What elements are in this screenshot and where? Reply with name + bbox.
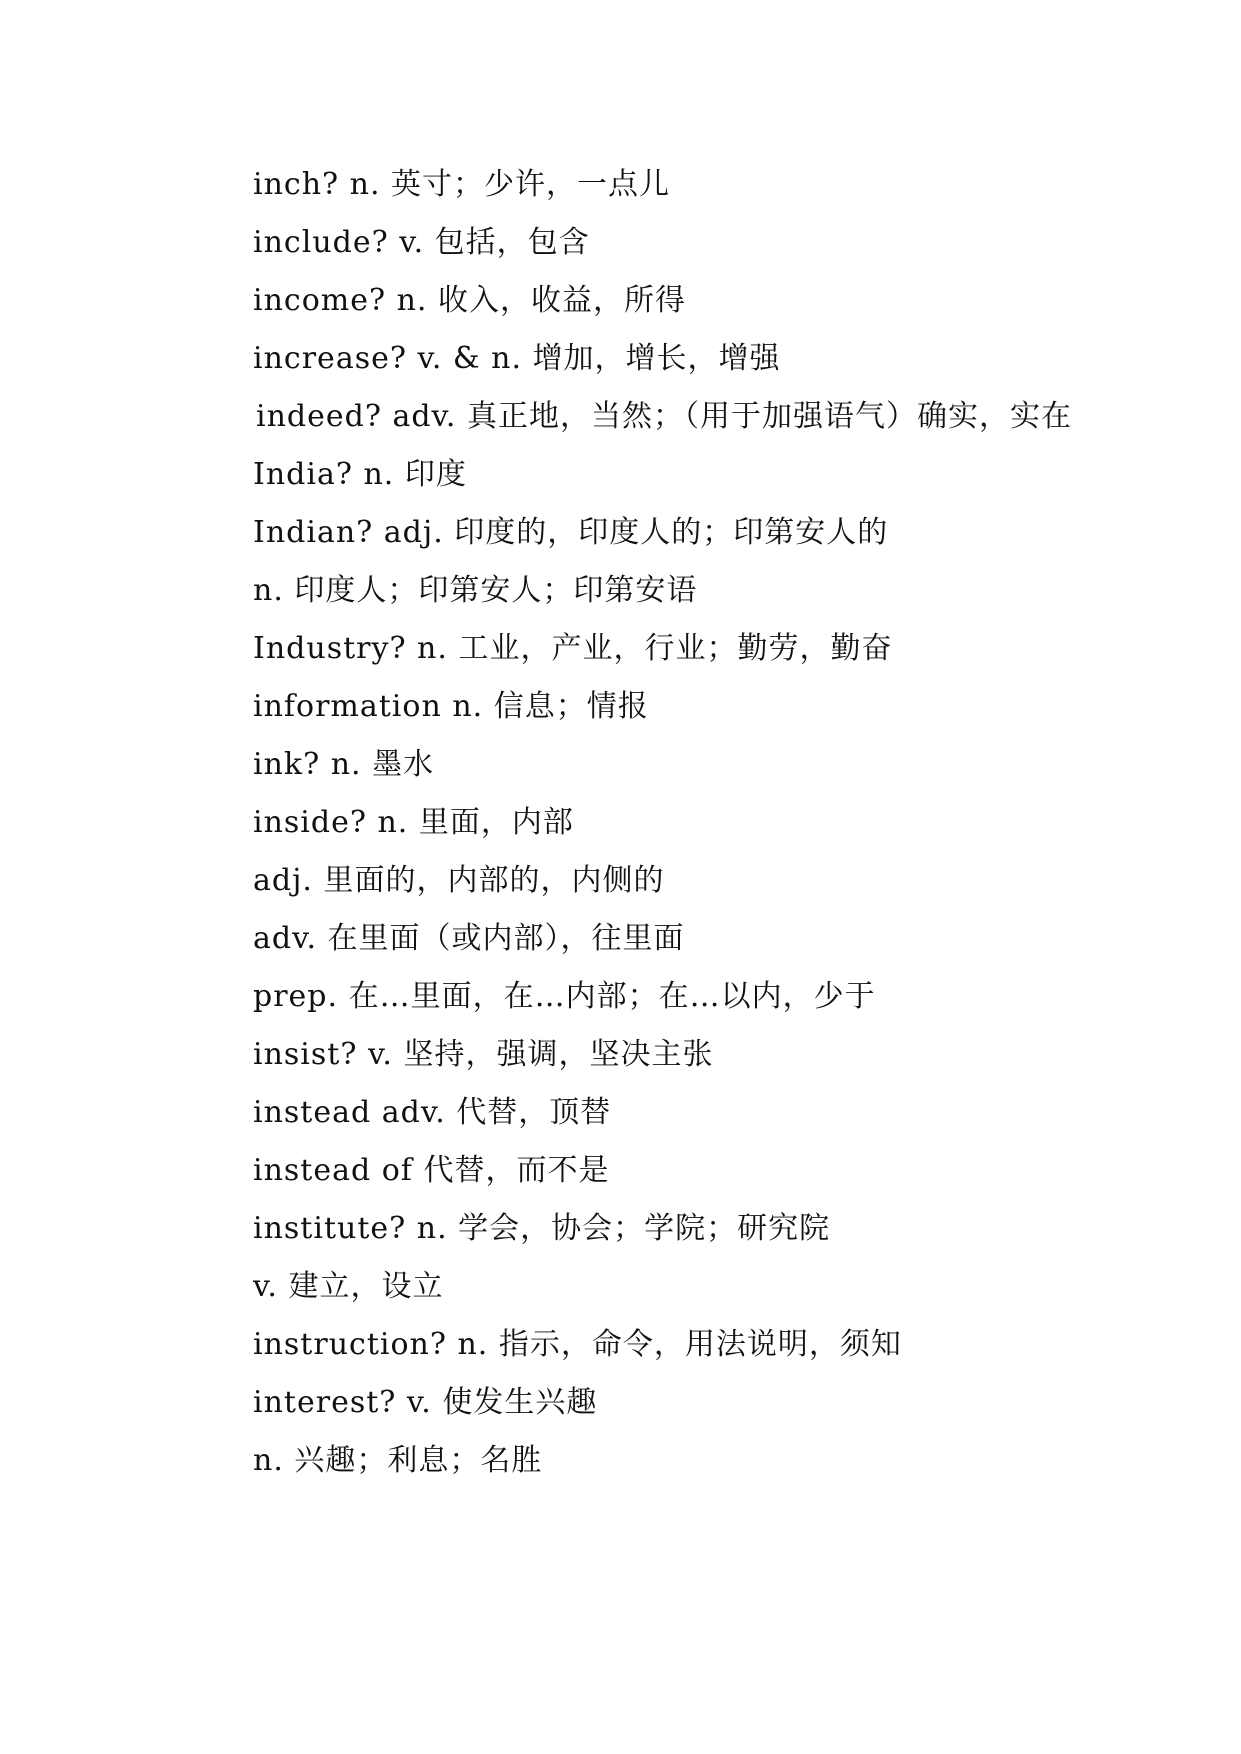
vocab-entry: adj. 里面的，内部的，内侧的 [253, 863, 665, 898]
vocab-entry: income? n. 收入，收益，所得 [253, 283, 686, 318]
vocab-entry: v. 建立，设立 [253, 1269, 444, 1304]
vocab-entry: institute? n. 学会，协会；学院；研究院 [253, 1211, 831, 1246]
vocab-entry: increase? v. & n. 增加，增长，增强 [253, 341, 781, 376]
vocab-entry: insist? v. 坚持，强调，坚决主张 [253, 1037, 714, 1072]
vocab-entry: Industry? n. 工业，产业，行业；勤劳，勤奋 [253, 631, 893, 666]
vocab-entry: n. 兴趣；利息；名胜 [253, 1443, 543, 1478]
vocab-entry: prep. 在…里面，在…内部；在…以内，少于 [253, 979, 876, 1014]
vocab-entry: n. 印度人；印第安人；印第安语 [253, 573, 698, 608]
vocab-entry: inside? n. 里面，内部 [253, 805, 574, 840]
vocab-entry: indeed? adv. 真正地，当然；（用于加强语气）确实，实在 [256, 399, 1073, 434]
vocab-entry: India? n. 印度 [253, 457, 467, 492]
vocab-entry: information n. 信息；情报 [253, 689, 649, 724]
vocab-entry: include? v. 包括，包含 [253, 225, 590, 260]
vocab-entry: inch? n. 英寸；少许，一点儿 [253, 167, 671, 202]
vocab-entry: interest? v. 使发生兴趣 [253, 1385, 598, 1420]
vocab-entry: ink? n. 墨水 [253, 747, 435, 782]
vocabulary-list [188, 156, 1088, 1490]
vocab-entry: Indian? adj. 印度的，印度人的；印第安人的 [253, 515, 889, 550]
vocab-entry: adv. 在里面（或内部），往里面 [253, 921, 685, 956]
vocab-entry: instruction? n. 指示，命令，用法说明，须知 [253, 1327, 902, 1362]
vocab-entry: instead adv. 代替，顶替 [253, 1095, 612, 1130]
vocab-entry: instead of 代替，而不是 [253, 1153, 610, 1188]
